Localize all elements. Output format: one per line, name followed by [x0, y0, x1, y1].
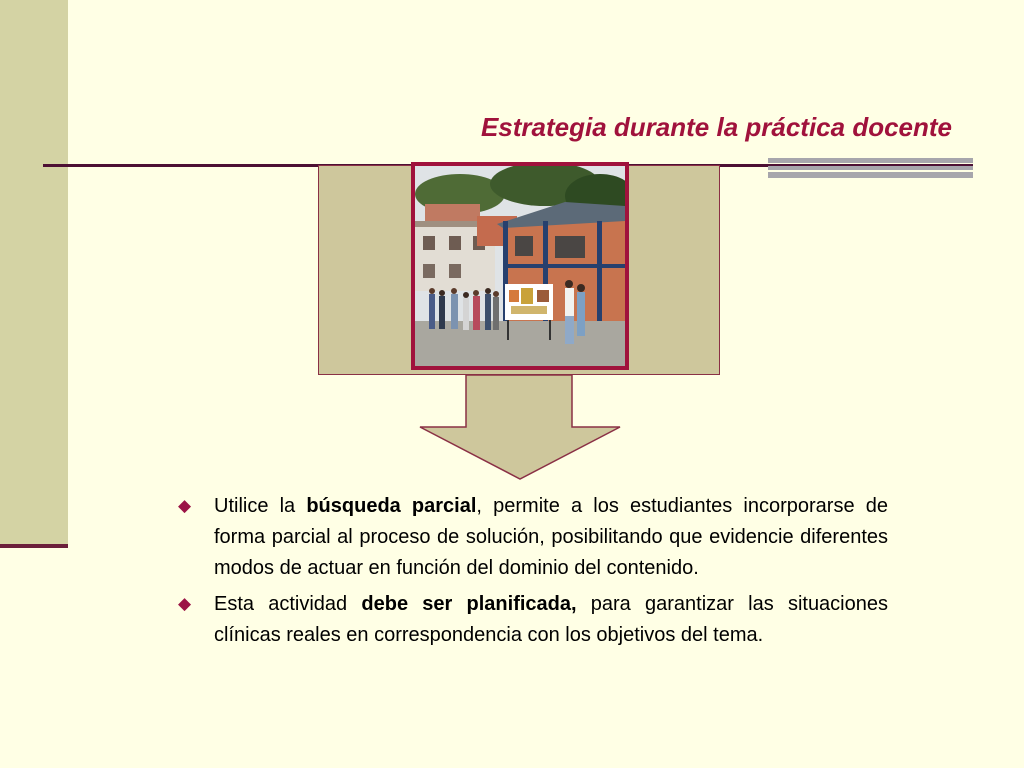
bullet-text: para garantizar las situaciones clínicas reales en correspondencia con los objetivos del tema. — [214, 593, 888, 646]
bullet-item-planificada — [178, 589, 888, 651]
photo-frame — [411, 162, 629, 370]
diamond-bullet-icon: ◆ — [178, 594, 192, 614]
left-decorative-bar — [0, 0, 68, 545]
bullet-item-busqueda — [178, 491, 888, 584]
bullet-bold-text: debe ser planificada, — [361, 593, 577, 615]
gray-stripes-decoration — [768, 158, 973, 178]
bullet-text: Esta actividad — [214, 593, 362, 615]
bullet-list — [178, 491, 888, 651]
bullet-text: Utilice la — [214, 495, 307, 517]
field-visit-photo — [415, 166, 625, 366]
left-decorative-line — [0, 544, 68, 548]
bullet-text: , permite a los estudiantes incorporarse de forma parcial al proceso de solución, posibilitando que evidencie diferentes modos de actuar en función del dominio del contenido. — [214, 495, 888, 579]
down-arrow-icon — [418, 375, 622, 481]
bullet-bold-text: búsqueda parcial — [306, 495, 477, 517]
slide-title: Estrategia durante la práctica docente — [480, 112, 952, 142]
diamond-bullet-icon: ◆ — [178, 496, 192, 516]
